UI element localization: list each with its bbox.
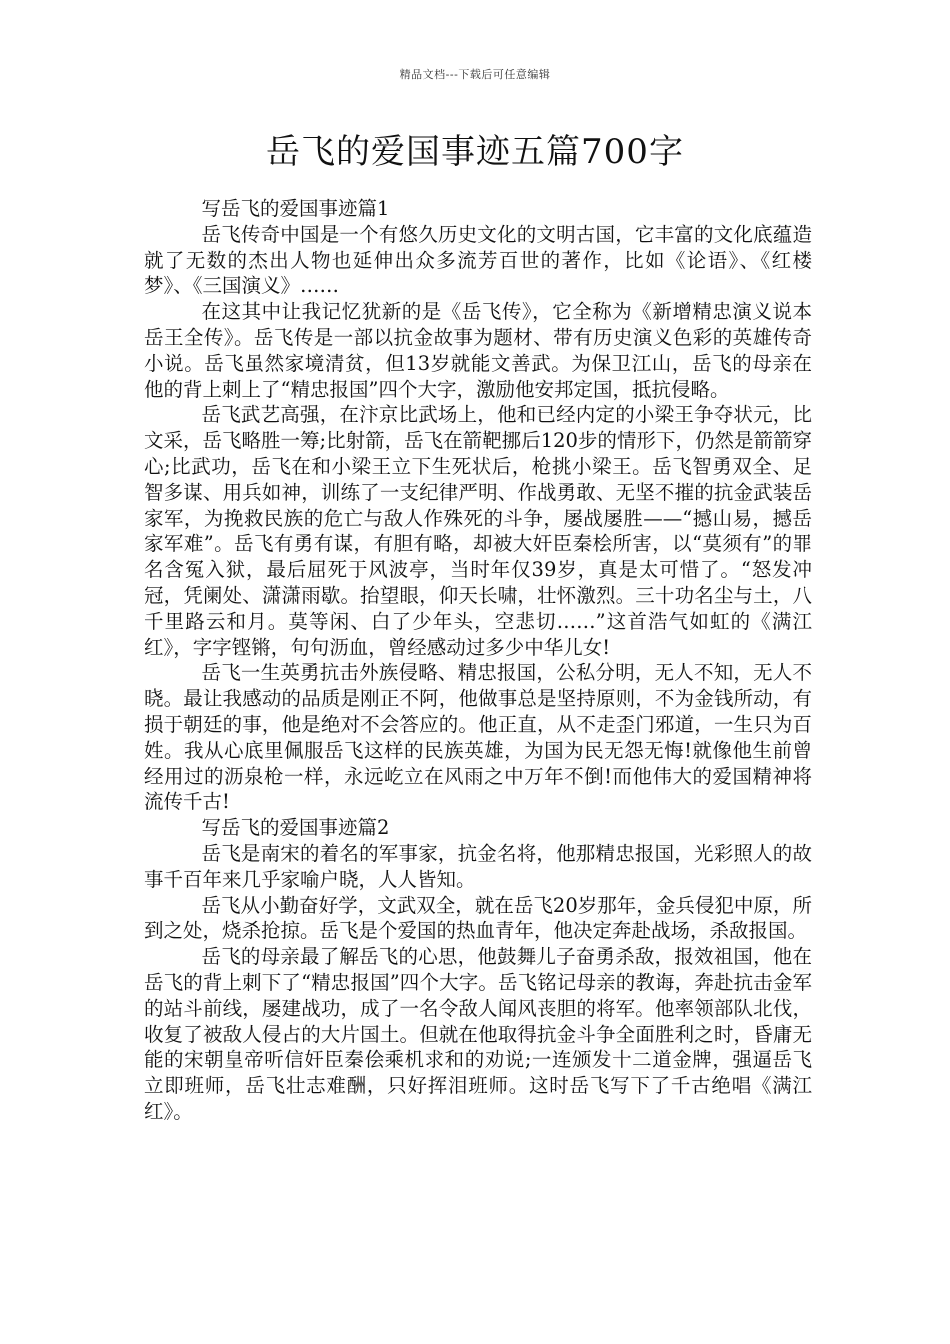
paragraph: 岳飞传奇中国是一个有悠久历史文化的文明古国，它丰富的文化底蕴造就了无数的杰出人物也延伸出众多流芳百世的著作，比如《论语》、《红楼梦》、《三国演义》……: [144, 222, 812, 298]
article-body: [144, 196, 812, 1125]
section-heading-2: 写岳飞的爱国事迹篇2: [201, 816, 390, 840]
paragraph: 在这其中让我记忆犹新的是《岳飞传》，它全称为《新增精忠演义说本岳王全传》。岳飞传是一部以抗金故事为题材、带有历史演义色彩的英雄传奇小说。岳飞虽然家境清贫，但13岁就能文善武。为保卫江山，岳飞的母亲在他的背上刺上了“精忠报国”四个大字，激励他安邦定国，抵抗侵略。: [144, 300, 812, 401]
paragraph: 岳飞一生英勇抗击外族侵略、精忠报国，公私分明，无人不知，无人不晓。最让我感动的品质是刚正不阿，他做事总是坚持原则，不为金钱所动，有损于朝廷的事，他是绝对不会答应的。他正直，从不走歪门邪道，一生只为百姓。我从心底里佩服岳飞这样的民族英雄，为国为民无怨无悔!就像他生前曾经用过的沥泉枪一样，永远屹立在风雨之中万年不倒!而他伟大的爱国精神将流传千古!: [144, 661, 812, 814]
paragraph: 岳飞从小勤奋好学，文武双全，就在岳飞20岁那年，金兵侵犯中原，所到之处，烧杀抢掠。岳飞是个爱国的热血青年，他决定奔赴战场，杀敌报国。: [144, 893, 812, 943]
page-title: 岳飞的爱国事迹五篇700字: [266, 132, 684, 172]
paragraph: 岳飞是南宋的着名的军事家，抗金名将，他那精忠报国，光彩照人的故事千百年来几乎家喻户晓，人人皆知。: [144, 841, 812, 891]
paragraph: 岳飞武艺高强，在汴京比武场上，他和已经内定的小梁王争夺状元，比文采，岳飞略胜一筹;比射箭，岳飞在箭靶挪后120步的情形下，仍然是箭箭穿心;比武功，岳飞在和小梁王立下生死状后，枪挑小梁王。岳飞智勇双全、足智多谋、用兵如神，训练了一支纪律严明、作战勇敢、无坚不摧的抗金武装岳家军，为挽救民族的危亡与敌人作殊死的斗争，屡战屡胜——“撼山易，撼岳家军难”。岳飞有勇有谋，有胆有略，却被大奸臣秦桧所害，以“莫须有”的罪名含冤入狱，最后屈死于风波亭，当时年仅39岁，真是太可惜了。“怒发冲冠，凭阑处、潇潇雨歇。抬望眼，仰天长啸，壮怀激烈。三十功名尘与土，八千里路云和月。莫等闲、白了少年头，空悲切……”这首浩气如虹的《满江红》，字字铿锵，句句沥血，曾经感动过多少中华儿女!: [144, 403, 812, 659]
header-note: 精品文档---下载后可任意编辑: [399, 68, 551, 81]
section-heading-1: 写岳飞的爱国事迹篇1: [201, 197, 390, 220]
paragraph: 岳飞的母亲最了解岳飞的心思，他鼓舞儿子奋勇杀敌，报效祖国，他在岳飞的背上刺下了“精忠报国”四个大字。岳飞铭记母亲的教诲，奔赴抗击金军的站斗前线，屡建战功，成了一名令敌人闻风丧胆的将军。他率领部队北伐，收复了被敌人侵占的大片国土。但就在他取得抗金斗争全面胜利之时，昏庸无能的宋朝皇帝听信奸臣秦侩乘机求和的劝说;一连颁发十二道金牌，强逼岳飞立即班师，岳飞壮志难酬，只好挥泪班师。这时岳飞写下了千古绝唱《满江红》。: [144, 945, 812, 1123]
